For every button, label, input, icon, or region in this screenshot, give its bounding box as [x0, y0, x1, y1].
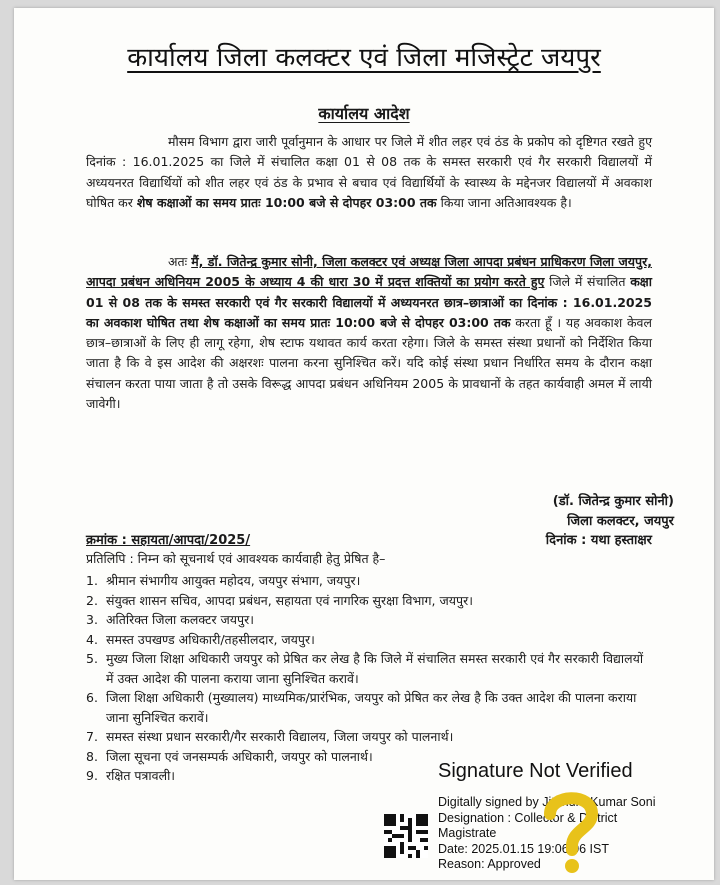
paragraph-2-end: करता हूँ । यह अवकाश केवल छात्र–छात्राओं के लिए ही लागू रहेगा, शेष स्टाफ यथावत कार्य करता रहेगा। जिले के समस्त संस्था प्रधानों को निर्देशित किया जाता है कि वे इस आदेश की अक्षरशः पालना करना सुनिश्चित करें। यदि कोई संस्था प्रधान निर्धारित समय के दौरान कक्षा संचालन करता पाया जाता है तो उसके विरूद्ध आपदा प्रबंधन अधिनियम 2005 के प्रावधानों के तहत कार्यवाही अमल में लायी जावेगी।: [86, 314, 652, 412]
copy-to-item: [86, 630, 652, 650]
paragraph-2-mid: जिले में संचालित: [549, 274, 626, 290]
paragraph-1-text: मौसम विभाग द्वारा जारी पूर्वानुमान के आधार पर जिले में शीत लहर एवं ठंड के प्रकोप को दृष्टिगत रखते हुए दिनांक : 16.01.2025 का जिले में संचालित कक्षा 01 से 08 तक के समस्त सरकारी एवं गैर सरकारी विद्यालयों में अध्ययनरत विद्यार्थियों को शीत लहर एवं ठंड के प्रभाव से बचाव एवं विद्यार्थियों के स्वास्थ्य के मद्देनजर विद्यालयों में अवकाश घोषित कर: [86, 134, 652, 210]
paragraph-1-bold: शेष कक्षाओं का समय प्रातः 10:00 बजे से दोपहर 03:00 तक: [136, 194, 437, 210]
signatory-designation: जिला कलक्टर, जयपुर: [567, 514, 674, 529]
copy-to-item-number: 5.: [86, 651, 98, 666]
copy-to-item-number: 3.: [86, 612, 98, 627]
copy-to-item: [86, 688, 652, 727]
copy-to-item: [86, 610, 652, 630]
ds-designation-cont: Magistrate: [438, 826, 497, 840]
paragraph-2-start: अतः: [168, 254, 188, 269]
copy-to-item-text: श्रीमान संभागीय आयुक्त महोदय, जयपुर संभाग, जयपुर।: [106, 573, 361, 588]
paragraph-2-order: कक्षा 01 से 08 तक के समस्त सरकारी एवं गैर सरकारी विद्यालयों में अध्ययनरत छात्र–छात्राओं का दिनांक : 16.01.2025 का अवकाश घोषित तथा शेष कक्षाओं का समय प्रातः 10:00 बजे से दोपहर 03:00 तक: [86, 274, 652, 330]
question-mark-icon: [536, 788, 606, 876]
reference-row: [86, 530, 652, 548]
copy-to-item-number: 8.: [86, 748, 98, 764]
paragraph-1-end: किया जाना अतिआवश्यक है।: [440, 194, 572, 210]
document-page: [14, 8, 714, 880]
copy-to-item-number: 2.: [86, 592, 98, 608]
copy-to-item-number: 4.: [86, 631, 98, 647]
copy-to-item-text: समस्त संस्था प्रधान सरकारी/गैर सरकारी विद्यालय, जिला जयपुर को पालनार्थ।: [106, 729, 454, 744]
copy-to-item-number: 7.: [86, 729, 98, 744]
reference-date: दिनांक : यथा हस्ताक्षर: [545, 533, 652, 548]
copy-to-item: [86, 649, 652, 688]
copy-to-item-text: मुख्य जिला शिक्षा अधिकारी जयपुर को प्रेषित कर लेख है कि जिले में संचालित समस्त सरकारी एवं गैर सरकारी विद्यालयों में उक्त आदेश की पालना कराया जाना सुनिश्चित करावें।: [106, 651, 644, 686]
copy-to-item-text: रक्षित पत्रावली।: [106, 768, 176, 783]
signature-status: Signature Not Verified: [438, 760, 633, 782]
copy-to-list: [86, 571, 652, 786]
copy-to-item-text: अतिरिक्त जिला कलक्टर जयपुर।: [106, 612, 255, 627]
copy-to-item-text: समस्त उपखण्ड अधिकारी/तहसीलदार, जयपुर।: [106, 631, 315, 647]
signatory-block: [474, 492, 674, 532]
copy-to-item-number: 1.: [86, 573, 98, 588]
copy-to-item: [86, 571, 652, 591]
paragraph-2-authority: मैं, डॉ. जितेन्द्र कुमार सोनी, जिला कलक्टर एवं अध्यक्ष जिला आपदा प्रबंधन प्राधिकरण जिला जयपुर, आपदा प्रबंधन अधिनियम 2005 के अध्याय 4 की धारा 30 में प्रदत्त शक्तियों का प्रयोग करते हुए: [86, 254, 652, 290]
ds-reason: Reason: Approved: [438, 857, 541, 871]
copy-to-item: [86, 727, 652, 747]
copy-to-item-text: जिला शिक्षा अधिकारी (मुख्यालय) माध्यमिक/प्रारंभिक, जयपुर को प्रेषित कर लेख है कि उक्त आदेश की पालना कराया जाना सुनिश्चित करावें।: [106, 690, 637, 725]
copy-to-item-text: जिला सूचना एवं जनसम्पर्क अधिकारी, जयपुर को पालनार्थ।: [106, 748, 373, 764]
copy-to-item-number: 9.: [86, 768, 98, 783]
copy-to-item-number: 6.: [86, 690, 98, 705]
paragraph-2: [86, 252, 652, 414]
reference-number: क्रमांक : सहायता/आपदा/2025/: [86, 533, 251, 548]
copy-to-item: [86, 591, 652, 611]
qr-code-icon: [384, 814, 428, 858]
order-heading: कार्यालय आदेश: [318, 104, 410, 123]
paragraph-1: [86, 132, 652, 213]
office-title: कार्यालय जिला कलक्टर एवं जिला मजिस्ट्रेट जयपुर: [127, 43, 601, 73]
ds-signed-by: Digitally signed by Jitendra Kumar Soni: [438, 795, 656, 809]
ds-date: Date: 2025.01.15 19:06:06 IST: [438, 841, 609, 856]
copy-to-item-text: संयुक्त शासन सचिव, आपदा प्रबंधन, सहायता एवं नागरिक सुरक्षा विभाग, जयपुर।: [106, 592, 473, 608]
signatory-name: (डॉ. जितेन्द्र कुमार सोनी): [552, 494, 674, 509]
ds-designation: Designation : Collector & District: [438, 810, 618, 825]
copy-to-header: प्रतिलिपि : निम्न को सूचनार्थ एवं आवश्यक कार्यवाही हेतु प्रेषित है–: [86, 551, 386, 566]
